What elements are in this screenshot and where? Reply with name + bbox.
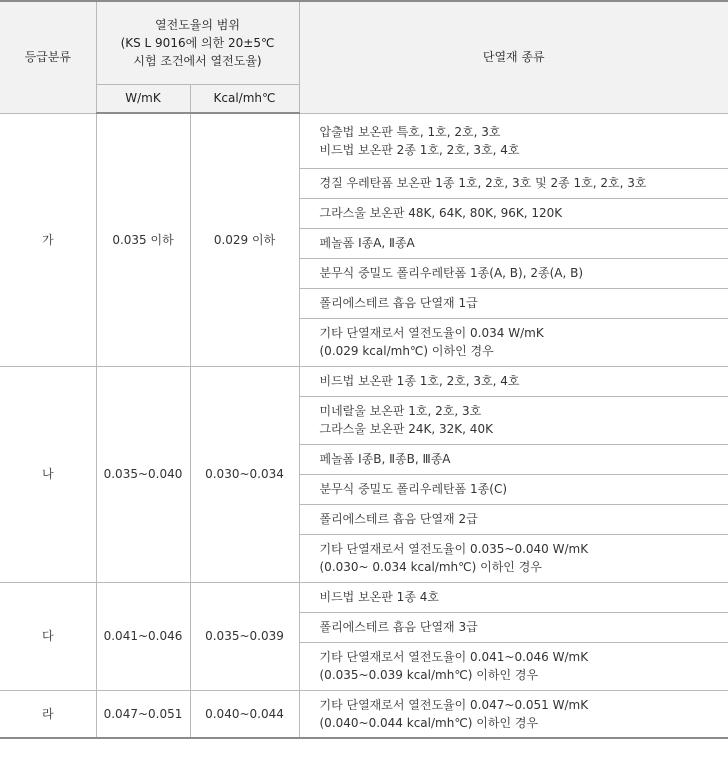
material-cell	[299, 168, 728, 198]
material-line: 비드법 보온판 2종 1호, 2호, 3호, 4호	[319, 142, 520, 157]
material-line: 기타 단열재로서 열전도율이 0.034 W/mK	[319, 326, 544, 340]
material-line: 경질 우레탄폼 보온판 1종 1호, 2호, 3호 및 2종 1호, 2호, 3호	[319, 176, 647, 190]
material-line: 분무식 중밀도 폴리우레탄폼 1종(A, B), 2종(A, B)	[319, 266, 583, 280]
table-row	[0, 113, 728, 168]
conductivity-wmk-cell: 0.041~0.046	[96, 582, 190, 690]
unit-wmk-header: W/mK	[96, 84, 190, 113]
grade-cell: 라	[0, 690, 96, 738]
range-title-line: 시험 조건에서 열전도율)	[133, 53, 262, 68]
grade-header: 등급분류	[0, 1, 96, 113]
table-row	[0, 690, 728, 738]
material-cell	[299, 258, 728, 288]
material-line: 분무식 중밀도 폴리우레탄폼 1종(C)	[319, 482, 508, 496]
material-cell	[299, 690, 728, 738]
conductivity-wmk-cell: 0.035 이하	[96, 113, 190, 366]
material-line: 폴리에스테르 흡음 단열재 3급	[319, 620, 478, 634]
material-cell	[299, 444, 728, 474]
material-line: 기타 단열재로서 열전도율이 0.041~0.046 W/mK	[319, 650, 589, 664]
material-line: (0.030~ 0.034 kcal/mh℃) 이하인 경우	[319, 560, 542, 574]
material-cell	[299, 474, 728, 504]
material-line: (0.040~0.044 kcal/mh℃) 이하인 경우	[319, 715, 539, 730]
material-cell	[299, 612, 728, 642]
conductivity-kcal-cell: 0.029 이하	[190, 113, 299, 366]
conductivity-wmk-cell: 0.047~0.051	[96, 690, 190, 738]
material-cell	[299, 642, 728, 690]
material-header: 단열재 종류	[299, 1, 728, 113]
material-cell	[299, 228, 728, 258]
range-title-line: 열전도율의 범위	[155, 17, 240, 32]
material-line: 폴리에스테르 흡음 단열재 2급	[319, 512, 478, 526]
conductivity-kcal-cell: 0.035~0.039	[190, 582, 299, 690]
material-line: 폴리에스테르 흡음 단열재 1급	[319, 296, 478, 310]
material-line: 페놀폼 Ⅰ종A, Ⅱ종A	[319, 236, 415, 250]
material-line: 미네랄울 보온판 1호, 2호, 3호	[319, 404, 482, 418]
conductivity-kcal-cell: 0.030~0.034	[190, 366, 299, 582]
material-cell	[299, 288, 728, 318]
material-cell	[299, 198, 728, 228]
conductivity-range-header	[96, 1, 299, 84]
material-cell	[299, 582, 728, 612]
material-line: (0.029 kcal/mh℃) 이하인 경우	[319, 344, 494, 358]
material-line: 그라스울 보온판 24K, 32K, 40K	[319, 422, 493, 436]
material-cell	[299, 534, 728, 582]
material-cell	[299, 504, 728, 534]
unit-kcal-header: Kcal/mh℃	[190, 84, 299, 113]
material-line: (0.035~0.039 kcal/mh℃) 이하인 경우	[319, 668, 539, 682]
material-cell	[299, 318, 728, 366]
grade-cell: 다	[0, 582, 96, 690]
material-cell	[299, 113, 728, 168]
conductivity-kcal-cell: 0.040~0.044	[190, 690, 299, 738]
table-row	[0, 366, 728, 396]
material-cell	[299, 366, 728, 396]
material-line: 그라스울 보온판 48K, 64K, 80K, 96K, 120K	[319, 206, 563, 220]
material-cell	[299, 396, 728, 444]
material-line: 압출법 보온판 특호, 1호, 2호, 3호	[319, 124, 501, 139]
material-line: 비드법 보온판 1종 4호	[319, 590, 439, 604]
range-title-line: (KS L 9016에 의한 20±5℃	[120, 35, 275, 50]
material-line: 기타 단열재로서 열전도율이 0.035~0.040 W/mK	[319, 542, 589, 556]
grade-cell: 나	[0, 366, 96, 582]
grade-cell: 가	[0, 113, 96, 366]
material-line: 비드법 보온판 1종 1호, 2호, 3호, 4호	[319, 374, 520, 388]
conductivity-wmk-cell: 0.035~0.040	[96, 366, 190, 582]
table-row	[0, 582, 728, 612]
material-line: 페놀폼 Ⅰ종B, Ⅱ종B, Ⅲ종A	[319, 452, 451, 466]
material-line: 기타 단열재로서 열전도율이 0.047~0.051 W/mK	[319, 697, 589, 712]
